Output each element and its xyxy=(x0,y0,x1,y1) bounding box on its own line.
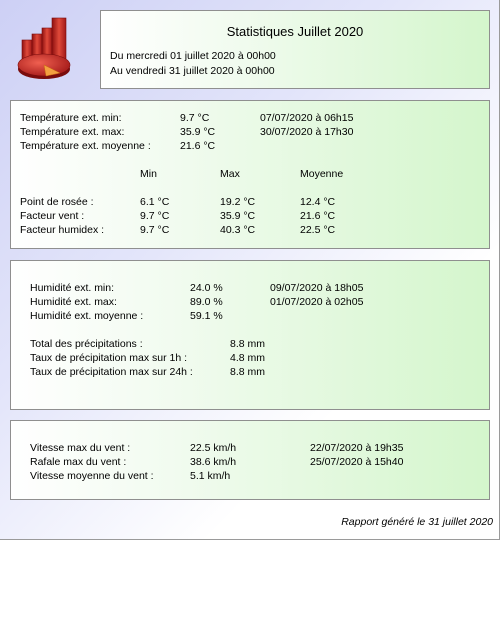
hum-max-value: 89.0 % xyxy=(190,296,223,308)
statistics-chart-icon xyxy=(14,14,78,84)
humidex-max: 40.3 °C xyxy=(220,224,256,236)
gust-max-value: 38.6 km/h xyxy=(190,456,237,468)
dewpoint-min: 6.1 °C xyxy=(140,196,170,208)
report-title: Statistiques Juillet 2020 xyxy=(226,24,364,39)
wind-avg-label: Vitesse moyenne du vent : xyxy=(30,470,154,482)
windchill-max: 35.9 °C xyxy=(220,210,256,222)
col-header-min: Min xyxy=(140,168,157,180)
temp-avg-label: Température ext. moyenne : xyxy=(20,140,151,152)
hum-max-date: 01/07/2020 à 02h05 xyxy=(270,296,364,308)
wind-panel xyxy=(10,420,490,500)
period-from: Du mercredi 01 juillet 2020 à 00h00 xyxy=(110,50,276,62)
dewpoint-avg: 12.4 °C xyxy=(300,196,336,208)
hum-avg-label: Humidité ext. moyenne : xyxy=(30,310,144,322)
period-to: Au vendredi 31 juillet 2020 à 00h00 xyxy=(110,65,275,77)
temp-min-value: 9.7 °C xyxy=(180,112,210,124)
precip-1h-value: 4.8 mm xyxy=(230,352,266,364)
windchill-min: 9.7 °C xyxy=(140,210,170,222)
wind-max-label: Vitesse max du vent : xyxy=(30,442,131,454)
temp-max-value: 35.9 °C xyxy=(180,126,216,138)
temperature-panel xyxy=(10,100,490,249)
hum-min-value: 24.0 % xyxy=(190,282,223,294)
gust-max-date: 25/07/2020 à 15h40 xyxy=(310,456,404,468)
humidity-panel xyxy=(10,260,490,410)
report-footer: Rapport généré le 31 juillet 2020 xyxy=(341,516,493,528)
wind-max-value: 22.5 km/h xyxy=(190,442,237,454)
precip-24h-label: Taux de précipitation max sur 24h : xyxy=(30,366,193,378)
header-panel xyxy=(100,10,490,89)
precip-24h-value: 8.8 mm xyxy=(230,366,266,378)
dewpoint-label: Point de rosée : xyxy=(20,196,94,208)
col-header-avg: Moyenne xyxy=(300,168,344,180)
humidex-min: 9.7 °C xyxy=(140,224,170,236)
precip-total-label: Total des précipitations : xyxy=(30,338,143,350)
precip-1h-label: Taux de précipitation max sur 1h : xyxy=(30,352,187,364)
temp-min-label: Température ext. min: xyxy=(20,112,122,124)
gust-max-label: Rafale max du vent : xyxy=(30,456,127,468)
wind-avg-value: 5.1 km/h xyxy=(190,470,231,482)
hum-avg-value: 59.1 % xyxy=(190,310,223,322)
hum-min-label: Humidité ext. min: xyxy=(30,282,115,294)
precip-total-value: 8.8 mm xyxy=(230,338,266,350)
humidex-avg: 22.5 °C xyxy=(300,224,336,236)
windchill-avg: 21.6 °C xyxy=(300,210,336,222)
hum-max-label: Humidité ext. max: xyxy=(30,296,117,308)
hum-min-date: 09/07/2020 à 18h05 xyxy=(270,282,364,294)
temp-min-date: 07/07/2020 à 06h15 xyxy=(260,112,354,124)
dewpoint-max: 19.2 °C xyxy=(220,196,256,208)
humidex-label: Facteur humidex : xyxy=(20,224,105,236)
temp-max-label: Température ext. max: xyxy=(20,126,125,138)
windchill-label: Facteur vent : xyxy=(20,210,85,222)
temp-avg-value: 21.6 °C xyxy=(180,140,216,152)
col-header-max: Max xyxy=(220,168,240,180)
wind-max-date: 22/07/2020 à 19h35 xyxy=(310,442,404,454)
temp-max-date: 30/07/2020 à 17h30 xyxy=(260,126,354,138)
